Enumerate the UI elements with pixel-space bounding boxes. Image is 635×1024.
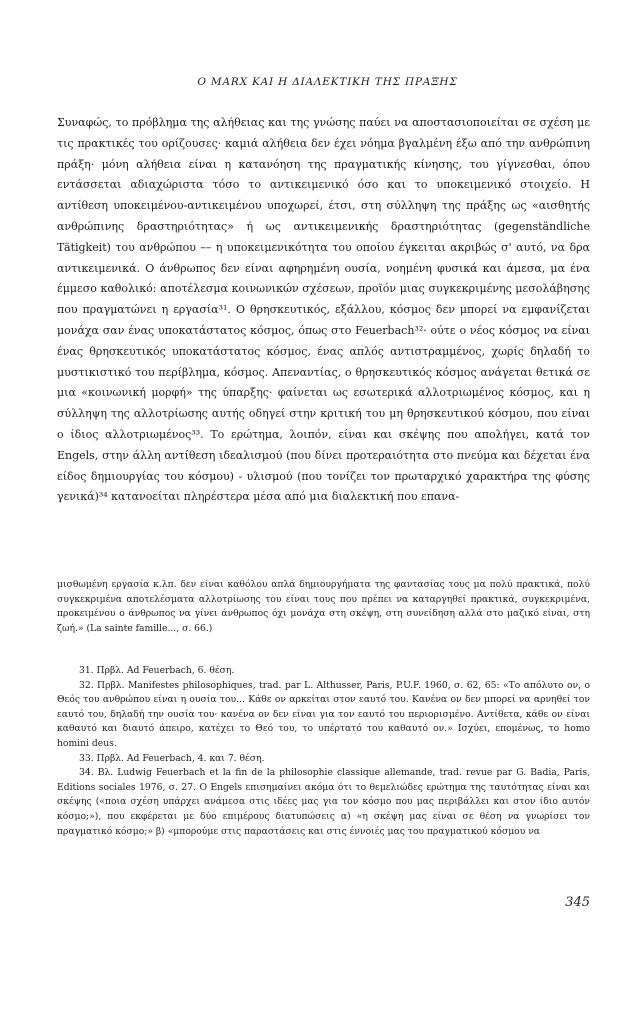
main-paragraph: Συναφώς, το πρόβλημα της αλήθειας και της γνώσης παύει να αποστασιοποιείται σε σχέση με τις πρακτικές του ορίζουσες· καμιά αλήθεια δεν έχει νόημα βγαλμένη έξω από την ανθρώπινη πράξη· μόνη αλήθεια είναι η κατανόηση της πραγματικής κίνησης, του γίγνεσθαι, όπου εντάσσεται αδιαχώριστα τόσο το αντικειμενικό όσο και το υποκειμενικό στοιχείο. Η αντίθεση υποκειμένου-αντικειμένου υποχωρεί, έτσι, στη σύλληψη της πράξης ως «αισθητής ανθρώπινης δραστηριότητας» ή ως αντικειμενικής δραστηριότητας (gegenständliche Tätigkeit) του ανθρώπου –– η υποκειμενικότητα του οποίου έγκειται ακριβώς σ' αυτό, να δρα αντικειμενικά. Ο άνθρωπος δεν είναι αφηρημένη ουσία, νοημένη φυσικά και άμεσα, μα ένα έμμεσο καθολικό: αποτέλεσμα κοινωνικών σχέσεων, προϊόν μιας συγκεκριμένης μεσολάβησης που πραγματώνει η εργασία³¹. Ο θρησκευτικός, εξάλλου, κόσμος δεν μπορεί να εμφανίζεται μονάχα σαν ένας υποκατάστατος κόσμος, όπως στο Feuerbach³²· ούτε ο νέος κόσμος να είναι ένας θρησκευτικός υποκατάστατος κόσμος, ένας απλός αντιστραμμένος, χωρίς δηλαδή το μυστικιστικό του περίβλημα, κόσμος. Απεναντίας, ο θρησκευτικός κόσμος ανάγεται θετικά σε μια «κοινωνική μορφή» της ύπαρξης· φαίνεται ως εσωτερικά αλλοτριωμένος κόσμος, και η σύλληψη της αλλοτρίωσης αυτής οδηγεί στην κριτική του μη θρησκευτικού κόσμου, που είναι ο ίδιος αλλοτριωμένος³³. Το ερώτημα, λοιπόν, είναι και σκέψης που απολήγει, κατά τον Engels, στην άλλη αντίθεση ιδεαλισμού (που δίνει προτεραιότητα στο πνεύμα και δέχεται ένα είδος δημιουργίας του κόσμου) - υλισμού (που τονίζει τον πρωταρχικό χαρακτήρα της φύσης γενικά)³⁴ κατανοείται πληρέστερα μέσα από μια διαλεκτική που επανα- — [57, 116, 590, 504]
running-head: Ο MARX ΚΑΙ Η ΔΙΑΛΕΚΤΙΚΗ ΤΗΣ ΠΡΑΞΗΣ — [197, 76, 458, 88]
footnotes-list — [57, 664, 590, 839]
footnote-continuation: μισθωμένη εργασία κ.λπ. δεν είναι καθόλου απλά δημιουργήματα της φαντασίας τους μα πολύ πρακτικά, πολύ συγκεκριμένα αποτελέσματα αλλοτρίωσης του είναι τους που πρέπει να καταργηθεί πρακτικά, συγκεκριμένα, προκειμένου ο άνθρωπος να γίνει άνθρωπος όχι μονάχα στη σκέψη, στη συνείδηση αλλά στο μαζικό είναι, στη ζωή.» (La sainte famille..., σ. 66.) — [57, 579, 590, 634]
footnote-33: 33. Πρβλ. Ad Feuerbach, 4. και 7. θέση. — [79, 752, 265, 764]
page-number: 345 — [565, 895, 590, 910]
footnote-31: 31. Πρβλ. Ad Feuerbach, 6. θέση. — [79, 665, 235, 676]
footnote-34: 34. Βλ. Ludwig Feuerbach et la fin de la philosophie classique allemande, trad. revue par G. Badia, Paris, Editions sociales 1976, σ. 27. Ο Engels επισημαίνει ακόμα ότι το θεμελιώδες ερώτημα της ταυτότητας είναι και σκέψης («ποια σχέση υπάρχει ανάμεσα στις ιδέες μας για τον κόσμο που μας περιβάλλει και στον ίδιο αυτόν κόσμο;»), που εκφέρεται με δύο επιμέρους διατυπώσεις α) «η σκέψη μας είναι σε θέση να γνωρίσει τον πραγματικό κόσμο;» β) «μπορούμε στις παραστάσεις και στις έννοιές μας του πραγματικού κόσμου να — [57, 767, 590, 837]
footnote-32: 32. Πρβλ. Manifestes philosophiques, trad. par L. Althusser, Paris, P.U.F. 1960, σ. 62, 65: «Το απόλυτο ον, ο Θεός του ανθρώπου είναι η ουσία του... Κάθε ον αρκείται στον εαυτό του. Κανένα ον δεν μπορεί να αρνηθεί τον εαυτό του, δηλαδή την ουσία του· κανένα ον δεν είναι για τον εαυτό του περιορισμένο. Αντίθετα, κάθε ον είναι καθαυτό και διαυτό άπειρο, κατέχει το Θεό του, το υπέρτατό του καθαυτό ον.» Ισχύει, επομένως, το homo homini deus. — [57, 679, 590, 749]
